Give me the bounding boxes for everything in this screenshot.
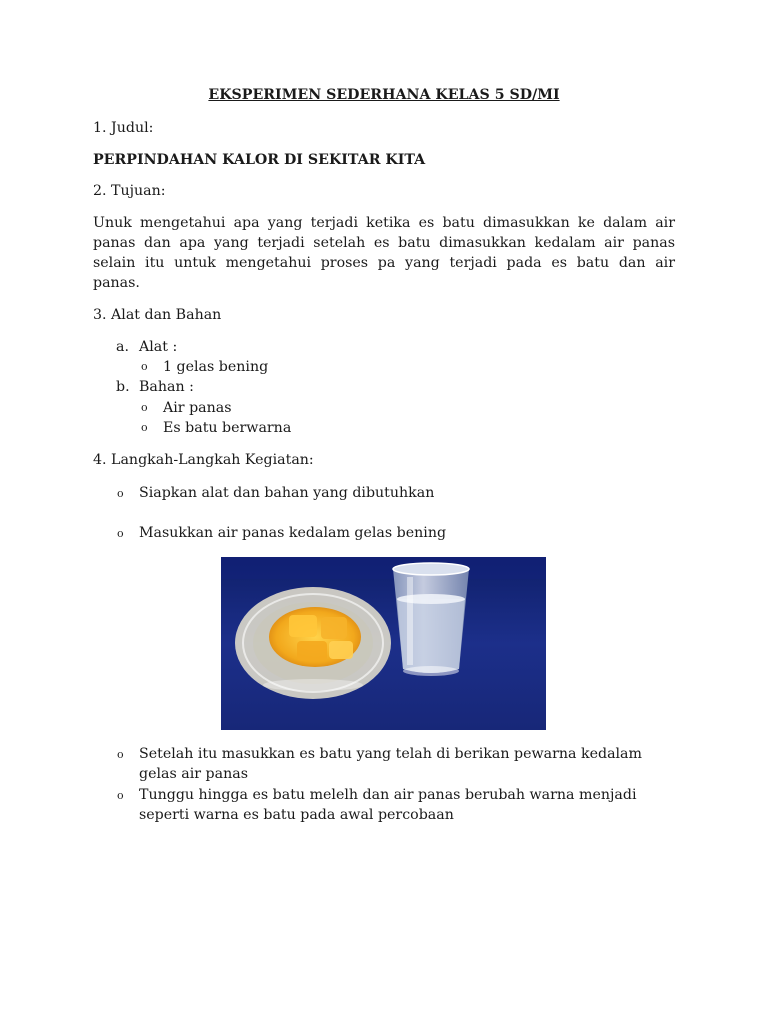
section-3-heading: 3. Alat dan Bahan — [93, 307, 222, 323]
section-1-value: PERPINDAHAN KALOR DI SEKITAR KITA — [93, 152, 426, 168]
section-2-heading: 2. Tujuan: — [93, 183, 166, 199]
purpose-line: panas dan apa yang terjadi setelah es batu dimasukkan kedalam air panas — [93, 235, 675, 251]
step-item: Setelah itu masukkan es batu yang telah di berikan pewarna kedalam — [139, 746, 642, 762]
bullet-icon: o — [117, 487, 124, 500]
step-item-continuation: gelas air panas — [139, 766, 248, 782]
step-item: Masukkan air panas kedalam gelas bening — [139, 525, 447, 541]
page-title: EKSPERIMEN SEDERHANA KELAS 5 SD/MI — [208, 87, 560, 103]
experiment-photo-graphic — [221, 557, 546, 730]
bahan-item: Air panas — [163, 400, 232, 416]
bahan-item: Es batu berwarna — [163, 420, 292, 436]
purpose-paragraph — [93, 213, 675, 293]
step-item-continuation: seperti warna es batu pada awal percobaan — [139, 807, 454, 823]
step-item: Siapkan alat dan bahan yang dibutuhkan — [139, 485, 435, 501]
bullet-icon: o — [141, 421, 148, 434]
section-1-heading: 1. Judul: — [93, 120, 154, 136]
list-marker-a: a. — [116, 339, 129, 355]
bullet-icon: o — [141, 401, 148, 414]
section-4-heading: 4. Langkah-Langkah Kegiatan: — [93, 452, 314, 468]
bahan-label: Bahan : — [139, 379, 194, 395]
alat-item: 1 gelas bening — [163, 359, 269, 375]
step-item: Tunggu hingga es batu melelh dan air panas berubah warna menjadi — [139, 787, 637, 803]
list-marker-b: b. — [116, 379, 130, 395]
bullet-icon: o — [117, 748, 124, 761]
bullet-icon: o — [117, 527, 124, 540]
bullet-icon: o — [117, 789, 124, 802]
bullet-icon: o — [141, 360, 148, 373]
purpose-line: panas. — [93, 275, 140, 291]
alat-label: Alat : — [139, 339, 178, 355]
purpose-line: selain itu untuk mengetahui proses pa yang terjadi pada es batu dan air — [93, 255, 675, 271]
experiment-photo — [221, 557, 546, 730]
purpose-line: Unuk mengetahui apa yang terjadi ketika es batu dimasukkan ke dalam air — [93, 215, 675, 231]
